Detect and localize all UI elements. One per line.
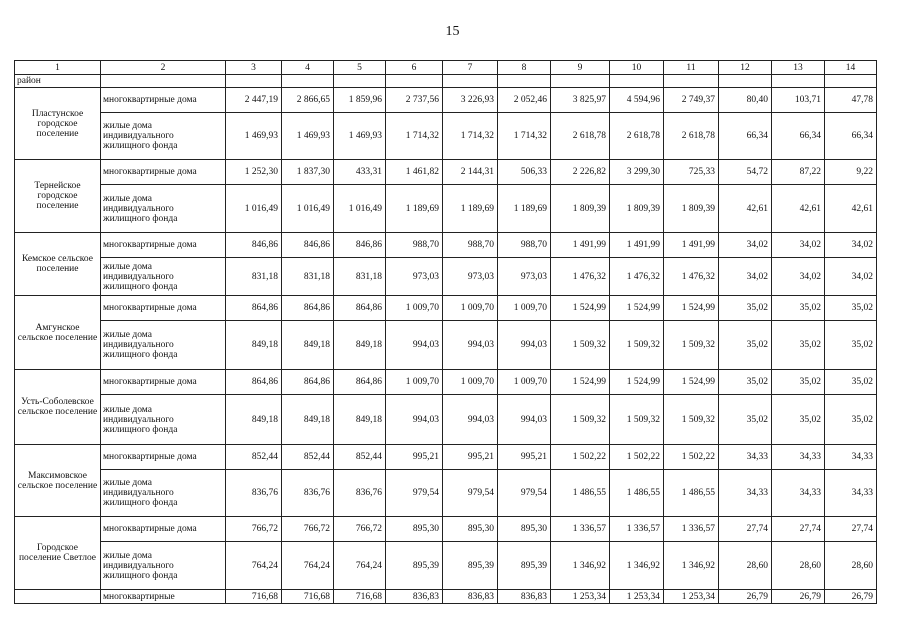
value-cell: 995,21: [386, 445, 443, 470]
value-cell: 1 837,30: [282, 160, 334, 185]
value-cell: 2 737,56: [386, 88, 443, 113]
value-cell: 28,60: [719, 542, 772, 590]
value-cell: 846,86: [226, 233, 282, 258]
value-cell: 1 714,32: [386, 113, 443, 160]
value-cell: 1 009,70: [386, 296, 443, 321]
value-cell: 764,24: [334, 542, 386, 590]
value-cell: 3 825,97: [551, 88, 610, 113]
value-cell: 1 714,32: [443, 113, 498, 160]
value-cell: 766,72: [226, 517, 282, 542]
value-cell: 1 336,57: [664, 517, 719, 542]
housing-type-cell: жилые дома индивидуального жилищного фонда: [101, 542, 226, 590]
value-cell: 1 502,22: [610, 445, 664, 470]
value-cell: 66,34: [772, 113, 825, 160]
value-cell: 766,72: [282, 517, 334, 542]
value-cell: 506,33: [498, 160, 551, 185]
value-cell: 1 253,34: [551, 590, 610, 604]
value-cell: 766,72: [334, 517, 386, 542]
value-cell: 2 052,46: [498, 88, 551, 113]
value-cell: 1 486,55: [610, 470, 664, 517]
value-cell: 1 189,69: [443, 185, 498, 233]
value-cell: 1 809,39: [664, 185, 719, 233]
value-cell: 26,79: [719, 590, 772, 604]
housing-type-cell: многоквартирные дома: [101, 160, 226, 185]
empty-cell: [226, 75, 282, 88]
value-cell: 1 714,32: [498, 113, 551, 160]
value-cell: 35,02: [825, 296, 877, 321]
value-cell: 54,72: [719, 160, 772, 185]
value-cell: 988,70: [386, 233, 443, 258]
value-cell: 35,02: [825, 395, 877, 445]
value-cell: 864,86: [282, 296, 334, 321]
value-cell: 1 502,22: [664, 445, 719, 470]
housing-type-cell: жилые дома индивидуального жилищного фонда: [101, 258, 226, 296]
tariff-table: [14, 60, 877, 604]
table-row: [15, 233, 877, 258]
value-cell: 1 524,99: [610, 370, 664, 395]
column-number: 13: [772, 61, 825, 75]
value-cell: 1 524,99: [610, 296, 664, 321]
value-cell: 836,83: [386, 590, 443, 604]
value-cell: 852,44: [282, 445, 334, 470]
empty-cell: [719, 75, 772, 88]
value-cell: 433,31: [334, 160, 386, 185]
value-cell: 764,24: [282, 542, 334, 590]
value-cell: 34,02: [825, 233, 877, 258]
district-cell: [15, 590, 101, 604]
table-row: [15, 542, 877, 590]
value-cell: 1 491,99: [610, 233, 664, 258]
column-number: 9: [551, 61, 610, 75]
table-row: [15, 370, 877, 395]
column-number: 14: [825, 61, 877, 75]
value-cell: 895,39: [386, 542, 443, 590]
value-cell: 1 346,92: [610, 542, 664, 590]
value-cell: 831,18: [334, 258, 386, 296]
value-cell: 34,33: [719, 445, 772, 470]
value-cell: 988,70: [498, 233, 551, 258]
value-cell: 35,02: [719, 296, 772, 321]
value-cell: 35,02: [825, 321, 877, 370]
housing-type-cell: жилые дома индивидуального жилищного фонда: [101, 470, 226, 517]
empty-cell: [334, 75, 386, 88]
district-cell: Амгунское сельское поселение: [15, 296, 101, 370]
value-cell: 836,76: [282, 470, 334, 517]
table-row: [15, 517, 877, 542]
column-number: 2: [101, 61, 226, 75]
value-cell: 35,02: [772, 321, 825, 370]
empty-cell: [664, 75, 719, 88]
table-row: [15, 258, 877, 296]
housing-type-cell: многоквартирные дома: [101, 517, 226, 542]
value-cell: 35,02: [772, 296, 825, 321]
value-cell: 2 618,78: [664, 113, 719, 160]
value-cell: 994,03: [498, 321, 551, 370]
value-cell: 34,02: [772, 233, 825, 258]
table-row: [15, 445, 877, 470]
value-cell: 716,68: [334, 590, 386, 604]
value-cell: 1 469,93: [226, 113, 282, 160]
value-cell: 35,02: [772, 395, 825, 445]
value-cell: 764,24: [226, 542, 282, 590]
value-cell: 4 594,96: [610, 88, 664, 113]
value-cell: 725,33: [664, 160, 719, 185]
value-cell: 3 226,93: [443, 88, 498, 113]
value-cell: 1 461,82: [386, 160, 443, 185]
value-cell: 42,61: [825, 185, 877, 233]
empty-cell: [825, 75, 877, 88]
column-number: 6: [386, 61, 443, 75]
column-number: 8: [498, 61, 551, 75]
value-cell: 1 016,49: [282, 185, 334, 233]
value-cell: 852,44: [334, 445, 386, 470]
value-cell: 973,03: [498, 258, 551, 296]
value-cell: 1 469,93: [334, 113, 386, 160]
housing-type-cell: жилые дома индивидуального жилищного фонда: [101, 113, 226, 160]
housing-type-cell: жилые дома индивидуального жилищного фонда: [101, 395, 226, 445]
value-cell: 1 336,57: [551, 517, 610, 542]
page-number: 15: [445, 24, 460, 39]
column-number: 1: [15, 61, 101, 75]
value-cell: 34,02: [719, 233, 772, 258]
district-cell: Тернейское городское поселение: [15, 160, 101, 233]
value-cell: 1 524,99: [664, 370, 719, 395]
value-cell: 34,02: [719, 258, 772, 296]
value-cell: 1 509,32: [551, 321, 610, 370]
column-number: 11: [664, 61, 719, 75]
value-cell: 42,61: [772, 185, 825, 233]
value-cell: 846,86: [282, 233, 334, 258]
column-number: 10: [610, 61, 664, 75]
value-cell: 864,86: [282, 370, 334, 395]
table-row: [15, 470, 877, 517]
value-cell: 35,02: [719, 370, 772, 395]
value-cell: 1 486,55: [551, 470, 610, 517]
value-cell: 2 618,78: [610, 113, 664, 160]
table-row: [15, 321, 877, 370]
value-cell: 895,30: [498, 517, 551, 542]
value-cell: 1 252,30: [226, 160, 282, 185]
housing-type-cell: многоквартирные дома: [101, 296, 226, 321]
value-cell: 1 509,32: [664, 395, 719, 445]
value-cell: 26,79: [772, 590, 825, 604]
value-cell: 852,44: [226, 445, 282, 470]
value-cell: 34,33: [825, 470, 877, 517]
value-cell: 836,83: [443, 590, 498, 604]
value-cell: 2 618,78: [551, 113, 610, 160]
value-cell: 1 346,92: [551, 542, 610, 590]
value-cell: 895,30: [386, 517, 443, 542]
value-cell: 1 476,32: [551, 258, 610, 296]
value-cell: 1 509,32: [551, 395, 610, 445]
value-cell: 979,54: [498, 470, 551, 517]
value-cell: 864,86: [226, 370, 282, 395]
housing-type-cell: жилые дома индивидуального жилищного фонда: [101, 185, 226, 233]
value-cell: 35,02: [719, 395, 772, 445]
value-cell: 849,18: [226, 321, 282, 370]
empty-cell: [610, 75, 664, 88]
value-cell: 849,18: [226, 395, 282, 445]
value-cell: 1 509,32: [610, 321, 664, 370]
value-cell: 34,02: [772, 258, 825, 296]
table-row: [15, 395, 877, 445]
value-cell: 34,33: [719, 470, 772, 517]
value-cell: 1 509,32: [610, 395, 664, 445]
value-cell: 66,34: [825, 113, 877, 160]
value-cell: 831,18: [282, 258, 334, 296]
value-cell: 1 253,34: [664, 590, 719, 604]
value-cell: 846,86: [334, 233, 386, 258]
value-cell: 1 486,55: [664, 470, 719, 517]
value-cell: 979,54: [443, 470, 498, 517]
value-cell: 1 016,49: [226, 185, 282, 233]
column-number: 12: [719, 61, 772, 75]
value-cell: 1 476,32: [664, 258, 719, 296]
value-cell: 895,30: [443, 517, 498, 542]
value-cell: 1 524,99: [664, 296, 719, 321]
housing-type-cell: жилые дома индивидуального жилищного фонда: [101, 321, 226, 370]
value-cell: 1 524,99: [551, 370, 610, 395]
value-cell: 994,03: [443, 395, 498, 445]
value-cell: 1 476,32: [610, 258, 664, 296]
value-cell: 994,03: [443, 321, 498, 370]
value-cell: 895,39: [443, 542, 498, 590]
value-cell: 864,86: [334, 296, 386, 321]
value-cell: 1 009,70: [443, 370, 498, 395]
empty-cell: [101, 75, 226, 88]
value-cell: 28,60: [772, 542, 825, 590]
value-cell: 716,68: [282, 590, 334, 604]
value-cell: 2 144,31: [443, 160, 498, 185]
value-cell: 34,02: [825, 258, 877, 296]
column-number: 7: [443, 61, 498, 75]
value-cell: 80,40: [719, 88, 772, 113]
table-row: [15, 185, 877, 233]
value-cell: 34,33: [772, 470, 825, 517]
value-cell: 1 336,57: [610, 517, 664, 542]
value-cell: 1 009,70: [498, 296, 551, 321]
value-cell: 27,74: [825, 517, 877, 542]
value-cell: 1 502,22: [551, 445, 610, 470]
value-cell: 988,70: [443, 233, 498, 258]
housing-type-cell: многоквартирные дома: [101, 445, 226, 470]
table-row: [15, 113, 877, 160]
value-cell: 27,74: [719, 517, 772, 542]
value-cell: 995,21: [443, 445, 498, 470]
value-cell: 836,83: [498, 590, 551, 604]
value-cell: 42,61: [719, 185, 772, 233]
district-cell: Пластунское городское поселение: [15, 88, 101, 160]
column-number: 4: [282, 61, 334, 75]
value-cell: 849,18: [282, 395, 334, 445]
value-cell: 47,78: [825, 88, 877, 113]
value-cell: 849,18: [334, 321, 386, 370]
value-cell: 1 009,70: [386, 370, 443, 395]
column-number: 5: [334, 61, 386, 75]
value-cell: 1 509,32: [664, 321, 719, 370]
value-cell: 9,22: [825, 160, 877, 185]
value-cell: 831,18: [226, 258, 282, 296]
value-cell: 1 809,39: [610, 185, 664, 233]
column-number-row: [15, 61, 877, 75]
value-cell: 1 009,70: [443, 296, 498, 321]
value-cell: 849,18: [334, 395, 386, 445]
column-number: 3: [226, 61, 282, 75]
value-cell: 1 009,70: [498, 370, 551, 395]
value-cell: 1 253,34: [610, 590, 664, 604]
empty-cell: [551, 75, 610, 88]
value-cell: 34,33: [772, 445, 825, 470]
value-cell: 994,03: [386, 321, 443, 370]
housing-type-cell: многоквартирные дома: [101, 88, 226, 113]
empty-cell: [498, 75, 551, 88]
empty-cell: [282, 75, 334, 88]
district-cell: Кемское сельское поселение: [15, 233, 101, 296]
value-cell: 836,76: [226, 470, 282, 517]
value-cell: 1 859,96: [334, 88, 386, 113]
value-cell: 994,03: [386, 395, 443, 445]
value-cell: 28,60: [825, 542, 877, 590]
value-cell: 3 299,30: [610, 160, 664, 185]
value-cell: 26,79: [825, 590, 877, 604]
value-cell: 34,33: [825, 445, 877, 470]
housing-type-cell: многоквартирные: [101, 590, 226, 604]
value-cell: 1 189,69: [386, 185, 443, 233]
value-cell: 1 491,99: [664, 233, 719, 258]
value-cell: 1 524,99: [551, 296, 610, 321]
empty-cell: [772, 75, 825, 88]
value-cell: 35,02: [719, 321, 772, 370]
value-cell: 716,68: [226, 590, 282, 604]
value-cell: 103,71: [772, 88, 825, 113]
value-cell: 87,22: [772, 160, 825, 185]
district-cell: Городское поселение Светлое: [15, 517, 101, 590]
district-cell: район: [15, 75, 101, 88]
continuation-row: [15, 75, 877, 88]
housing-type-cell: многоквартирные дома: [101, 233, 226, 258]
district-cell: Усть-Соболевское сельское поселение: [15, 370, 101, 445]
empty-cell: [443, 75, 498, 88]
value-cell: 1 491,99: [551, 233, 610, 258]
value-cell: 35,02: [772, 370, 825, 395]
empty-cell: [386, 75, 443, 88]
value-cell: 1 346,92: [664, 542, 719, 590]
value-cell: 2 226,82: [551, 160, 610, 185]
value-cell: 1 016,49: [334, 185, 386, 233]
value-cell: 2 447,19: [226, 88, 282, 113]
value-cell: 895,39: [498, 542, 551, 590]
value-cell: 66,34: [719, 113, 772, 160]
value-cell: 994,03: [498, 395, 551, 445]
table-row: [15, 590, 877, 604]
value-cell: 35,02: [825, 370, 877, 395]
value-cell: 995,21: [498, 445, 551, 470]
value-cell: 836,76: [334, 470, 386, 517]
value-cell: 979,54: [386, 470, 443, 517]
district-cell: Максимовское сельское поселение: [15, 445, 101, 517]
value-cell: 864,86: [334, 370, 386, 395]
value-cell: 27,74: [772, 517, 825, 542]
value-cell: 849,18: [282, 321, 334, 370]
value-cell: 864,86: [226, 296, 282, 321]
table-row: [15, 160, 877, 185]
table-row: [15, 88, 877, 113]
value-cell: 1 189,69: [498, 185, 551, 233]
value-cell: 1 469,93: [282, 113, 334, 160]
value-cell: 2 749,37: [664, 88, 719, 113]
table-row: [15, 296, 877, 321]
housing-type-cell: многоквартирные дома: [101, 370, 226, 395]
value-cell: 2 866,65: [282, 88, 334, 113]
value-cell: 1 809,39: [551, 185, 610, 233]
value-cell: 973,03: [386, 258, 443, 296]
value-cell: 973,03: [443, 258, 498, 296]
